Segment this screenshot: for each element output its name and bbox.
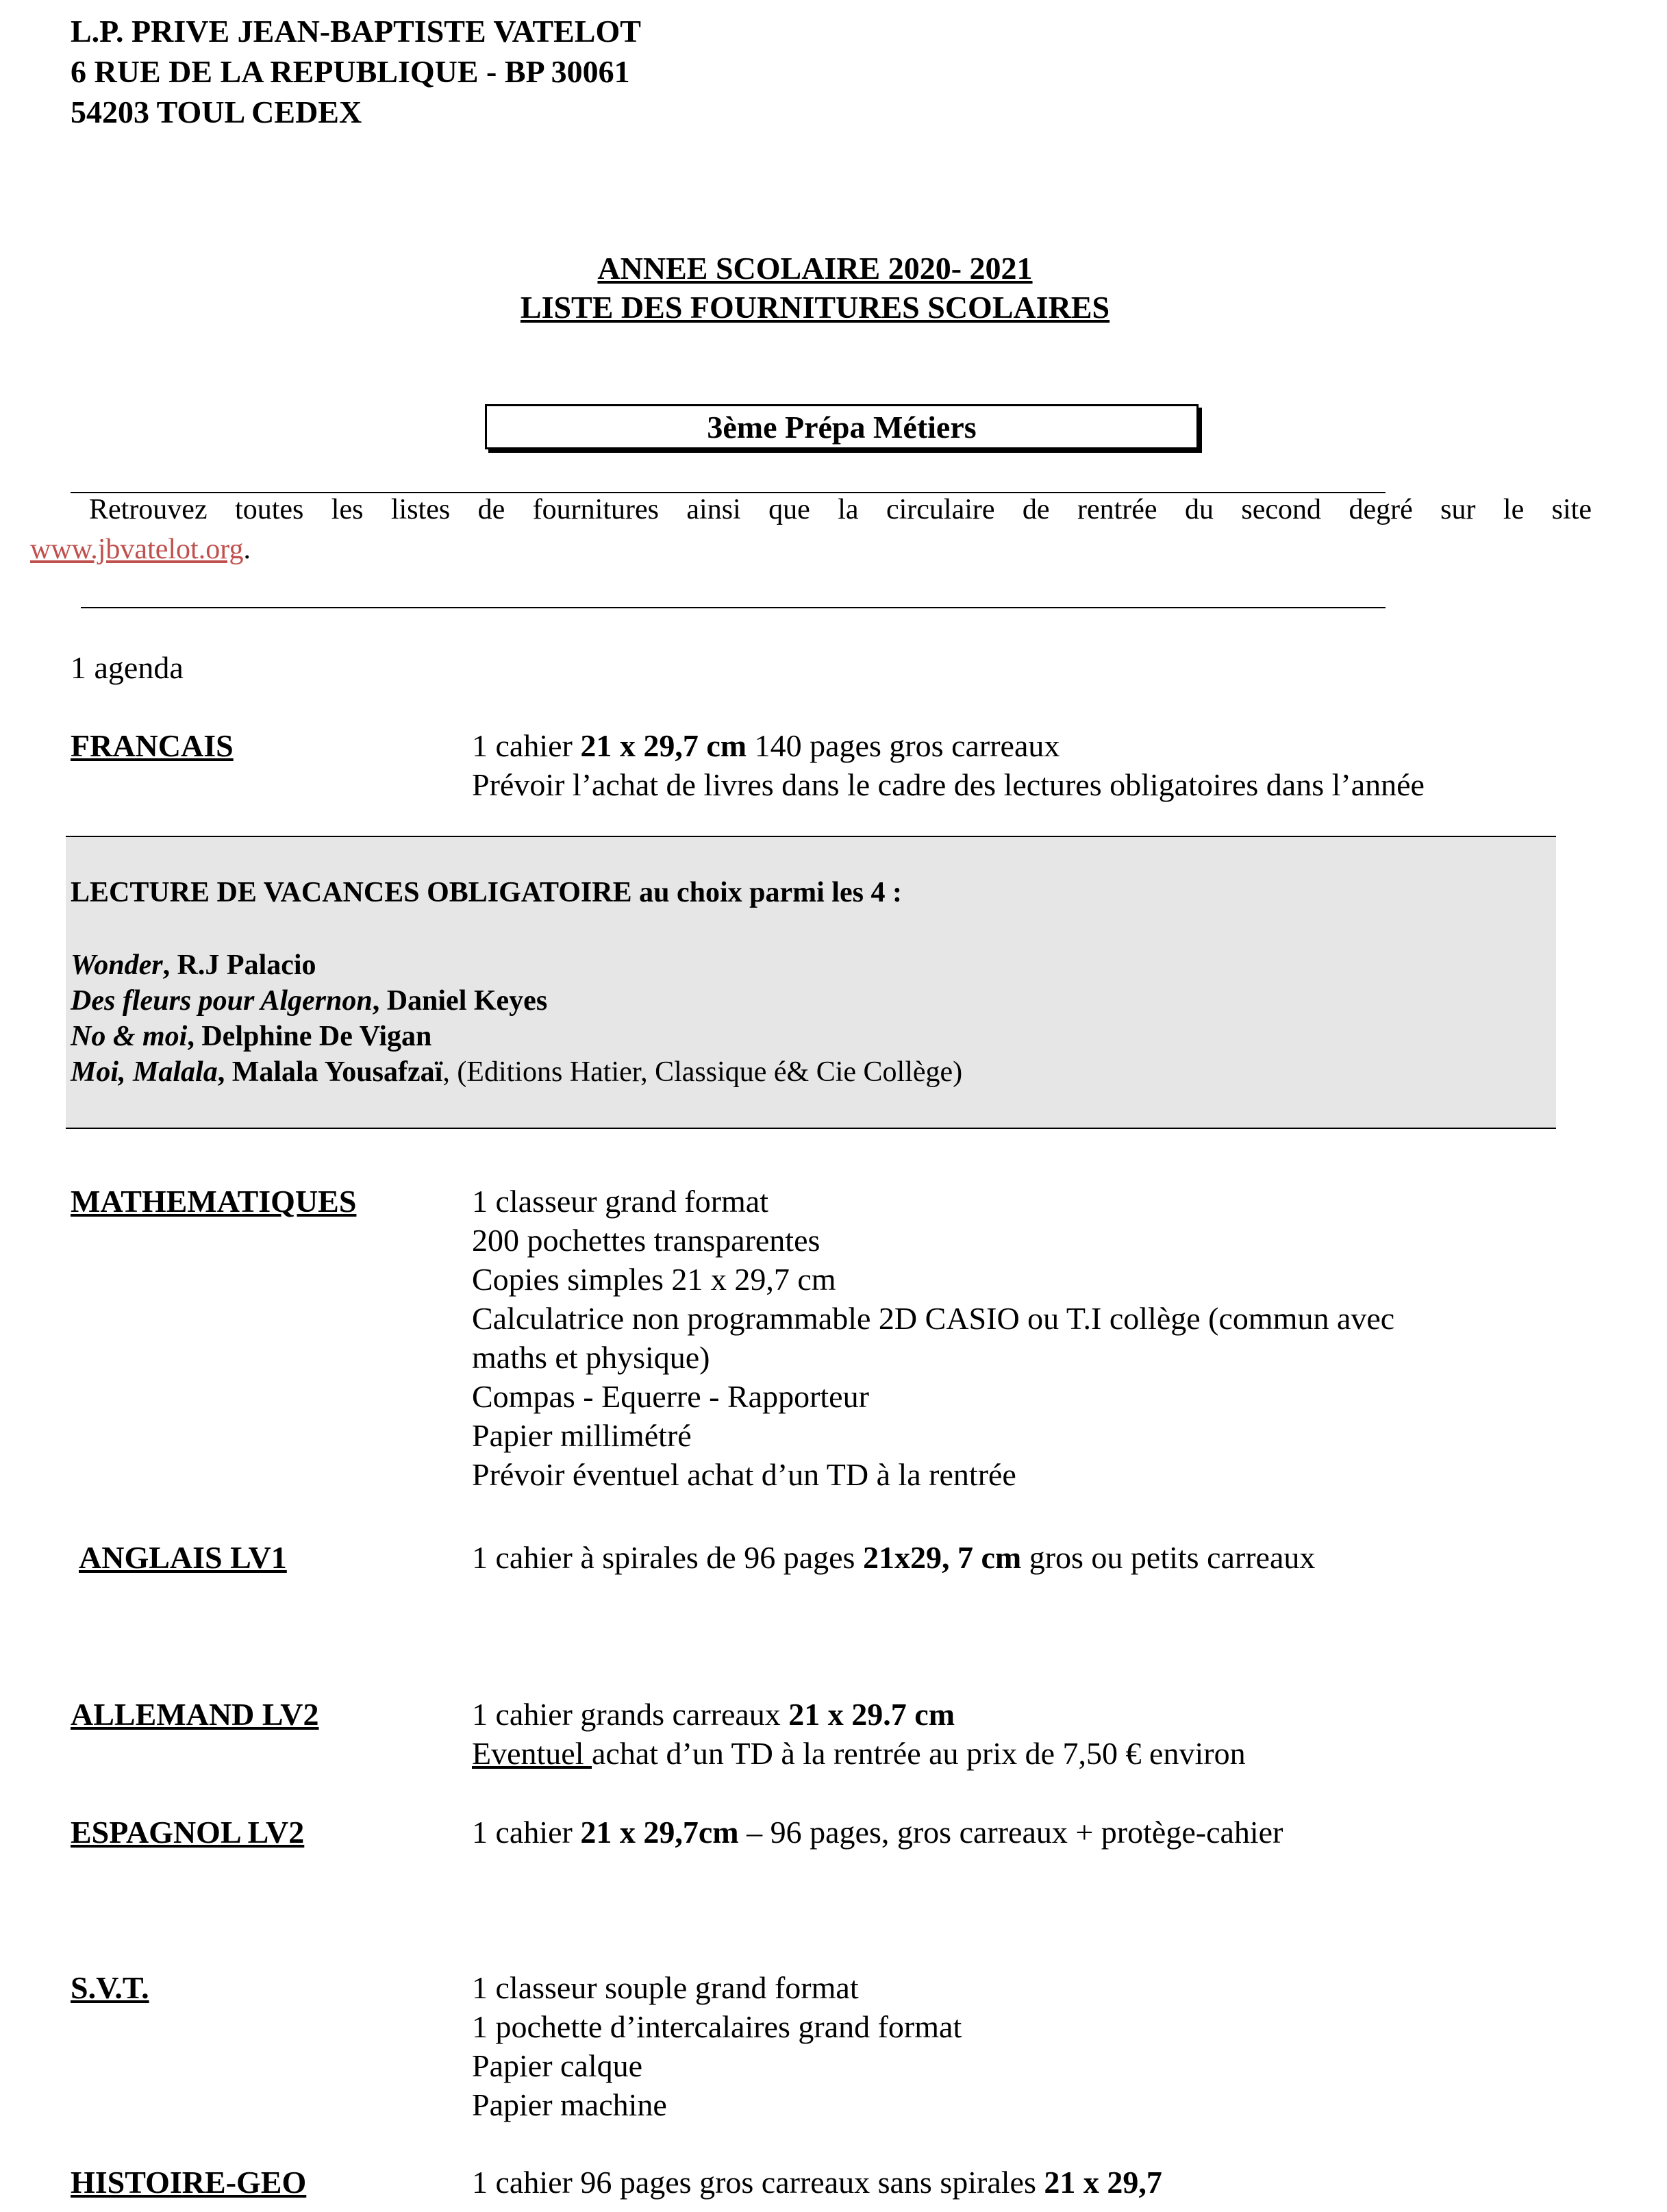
list-item: 1 cahier 21 x 29,7cm – 96 pages, gros carreaux + protège-cahier [472,1815,1283,1850]
list-item: Calculatrice non programmable 2D CASIO ou T.I collège (commun avec [472,1301,1395,1336]
website-link[interactable]: www.jbvatelot.org [30,534,244,565]
agenda-line: 1 agenda [71,650,184,685]
subject-espagnol: ESPAGNOL LV2 [71,1815,305,1850]
list-item: 1 cahier 96 pages gros carreaux sans spirales 21 x 29,7 [472,2165,1162,2200]
year-title: ANNEE SCOLAIRE 2020- 2021 [597,251,1033,286]
book-item: Moi, Malala, Malala Yousafzaï, (Editions Hatier, Classique é& Cie Collège) [71,1056,963,1088]
list-item: Papier millimétré [472,1418,692,1453]
class-name: 3ème Prépa Métiers [707,409,977,445]
list-item: Prévoir l’achat de livres dans le cadre des lectures obligatoires dans l’année [472,767,1425,802]
francais-items [472,726,1425,804]
espagnol-items [472,1813,1283,1852]
list-item: Compas - Equerre - Rapporteur [472,1379,869,1414]
subject-francais: FRANCAIS [71,728,234,763]
anglais-items [472,1538,1315,1577]
list-item: Papier machine [472,2087,667,2122]
divider-bottom [81,607,1386,608]
intro-sentence: Retrouvez toutes les listes de fournitures ainsi que la circulaire de rentrée du second degré sur le site [89,494,1592,525]
list-item: 1 cahier 21 x 29,7 cm 140 pages gros carreaux [472,728,1060,763]
list-item: maths et physique) [472,1340,710,1375]
svt-items [472,1968,962,2124]
book-item: Wonder, R.J Palacio [71,949,316,981]
list-item: Eventuel achat d’un TD à la rentrée au prix de 7,50 € environ [472,1736,1246,1771]
school-name: L.P. PRIVE JEAN-BAPTISTE VATELOT [71,14,641,49]
book-item: Des fleurs pour Algernon, Daniel Keyes [71,985,548,1017]
subject-svt: S.V.T. [71,1970,149,2005]
list-item: Papier calque [472,2048,643,2083]
histoire-items [472,2163,1162,2202]
allemand-items [472,1695,1246,1773]
book-list [71,947,962,1090]
list-item: Prévoir éventuel achat d’un TD à la rentrée [472,1457,1016,1492]
list-item: 200 pochettes transparentes [472,1223,820,1258]
book-item: No & moi, Delphine De Vigan [71,1021,432,1052]
list-item: 1 cahier à spirales de 96 pages 21x29, 7 cm gros ou petits carreaux [472,1540,1316,1575]
list-item: 1 pochette d’intercalaires grand format [472,2009,962,2044]
intro-period: . [243,534,251,565]
subject-maths: MATHEMATIQUES [71,1184,357,1219]
school-city: 54203 TOUL CEDEX [71,95,362,129]
subject-allemand: ALLEMAND LV2 [71,1697,319,1732]
school-address [71,11,641,132]
subject-anglais: ANGLAIS LV1 [79,1540,287,1575]
school-street: 6 RUE DE LA REPUBLIQUE - BP 30061 [71,54,630,89]
subject-histoire-geo: HISTOIRE-GEO [71,2165,307,2200]
list-title: LISTE DES FOURNITURES SCOLAIRES [520,290,1110,325]
list-item: Copies simples 21 x 29,7 cm [472,1262,836,1297]
list-item: 1 cahier grands carreaux 21 x 29.7 cm [472,1697,955,1732]
intro-link-line [30,530,251,569]
intro-text [30,490,1592,529]
list-item: 1 classeur souple grand format [472,1970,859,2005]
reading-heading: LECTURE DE VACANCES OBLIGATOIRE au choix parmi les 4 : [71,877,902,908]
class-name-box [485,404,1199,449]
list-item: 1 classeur grand format [472,1184,769,1219]
maths-items [472,1182,1394,1494]
